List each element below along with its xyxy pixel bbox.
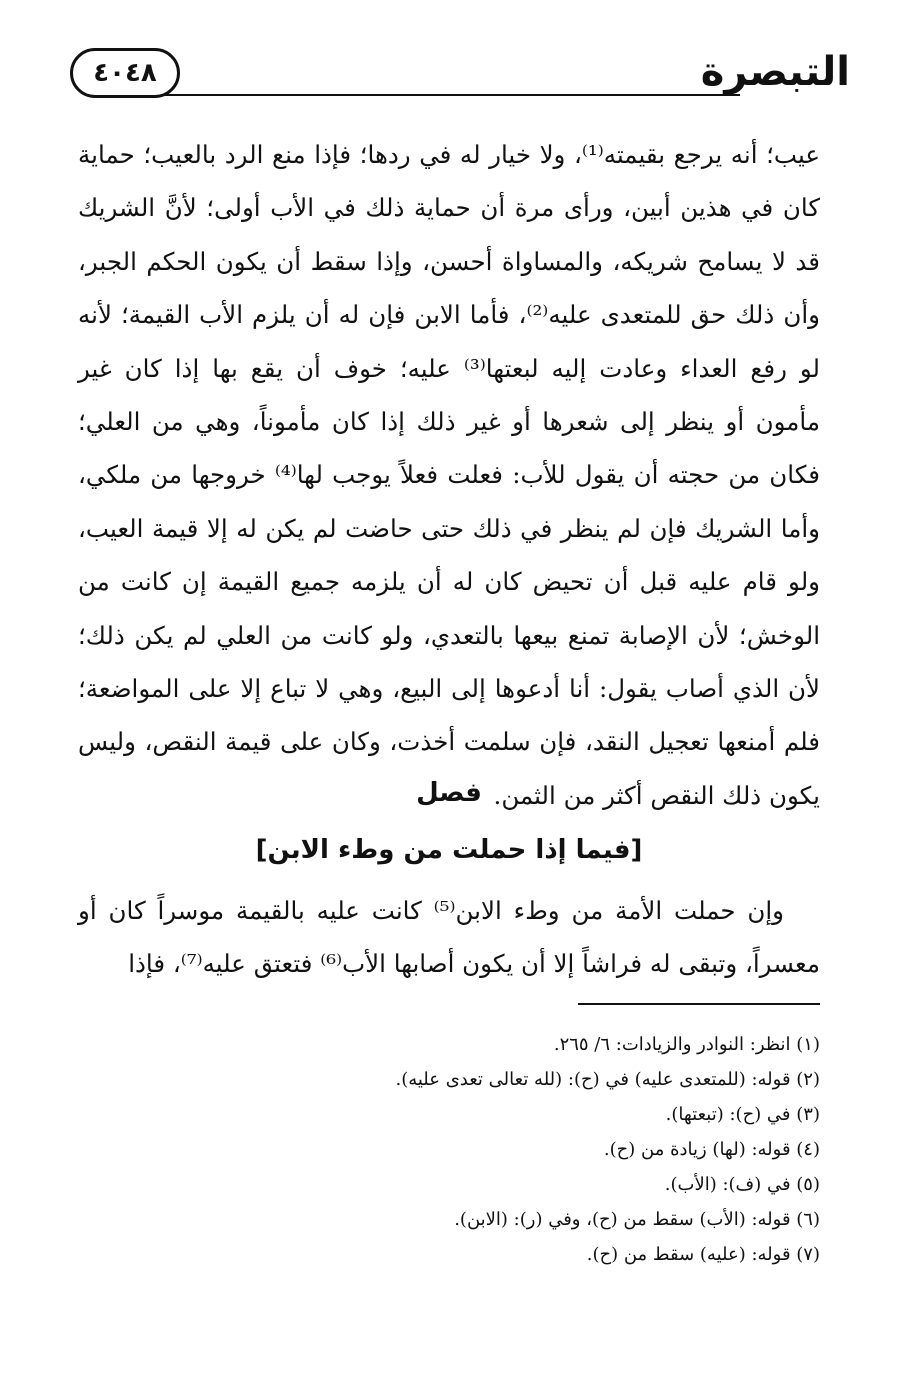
footnote-4: (٤) قوله: (لها) زيادة من (ح). (603, 1139, 820, 1160)
body-paragraph-2: وإن حملت الأمة من وطء الابن⁽⁵⁾ كانت عليه بالقيمة موسراً كان أو معسراً، وتبقى له فراشاً إلا أن يكون أصابها الأب⁽⁶⁾ فتعتق عليه⁽⁷⁾، فإذا (78, 896, 820, 979)
book-title: التبصرة (700, 49, 850, 95)
footnote-1: (١) انظر: النوادر والزيادات: ٦/ ٢٦٥. (553, 1034, 820, 1055)
section-title: [فيما إذا حملت من وطء الابن] (255, 835, 643, 865)
header-rule (165, 94, 740, 96)
footnote-6: (٦) قوله: (الأب) سقط من (ح)، وفي (ر): (الابن). (454, 1209, 820, 1230)
footnote-5: (٥) في (ف): (الأب). (664, 1174, 820, 1195)
page-header (70, 42, 850, 112)
footnote-7: (٧) قوله: (عليه) سقط من (ح). (586, 1244, 820, 1265)
footnote-2: (٢) قوله: (للمتعدى عليه) في (ح): (لله تعالى تعدى عليه). (395, 1069, 820, 1090)
footnote-divider (578, 1003, 820, 1005)
footnotes-list (78, 1027, 820, 1272)
page-number-badge: ٤٠٤٨ (70, 48, 180, 98)
section-label: فصل (416, 778, 482, 808)
footnote-3: (٣) في (ح): (تبعتها). (665, 1104, 820, 1125)
body-paragraph-1: عيب؛ أنه يرجع بقيمته⁽¹⁾، ولا خيار له في ردها؛ فإذا منع الرد بالعيب؛ حماية كان في هذين أبين، ورأى مرة أن حماية ذلك في الأب أولى؛ لأنَّ الشريك قد لا يسامح شريكه، والمساواة أحسن، وإذا سقط أن يكون الحكم الجبر، وأن ذلك حق للمتعدى عليه⁽²⁾، فأما الابن فإن له أن يلزم الأب القيمة؛ لأنه لو رفع العداء وعادت إليه لبعتها⁽³⁾ عليه؛ خوف أن يقع بها إذا كان غير مأمون أو ينظر إلى شعرها أو غير ذلك إذا كان مأموناً، وهي من العلي؛ فكان من حجته أن يقول للأب: فعلت فعلاً يوجب لها⁽⁴⁾ خروجها من ملكي، وأما الشريك فإن لم ينظر في ذلك حتى حاضت لم يكن له إلا قيمة العيب، ولو قام عليه قبل أن تحيض كان له أن يلزمه جميع القيمة إن كانت من الوخش؛ لأن الإصابة تمنع بيعها بالتعدي، ولو كانت من العلي لم يكن ذلك؛ لأن الذي أصاب يقول: أنا أدعوها إلى البيع، وهي لا تباع إلا على المواضعة؛ فلم أمنعها تعجيل النقد، فإن سلمت أخذت، وكان على قيمة النقص، وليس يكون ذلك النقص أكثر من الثمن. (78, 140, 820, 810)
